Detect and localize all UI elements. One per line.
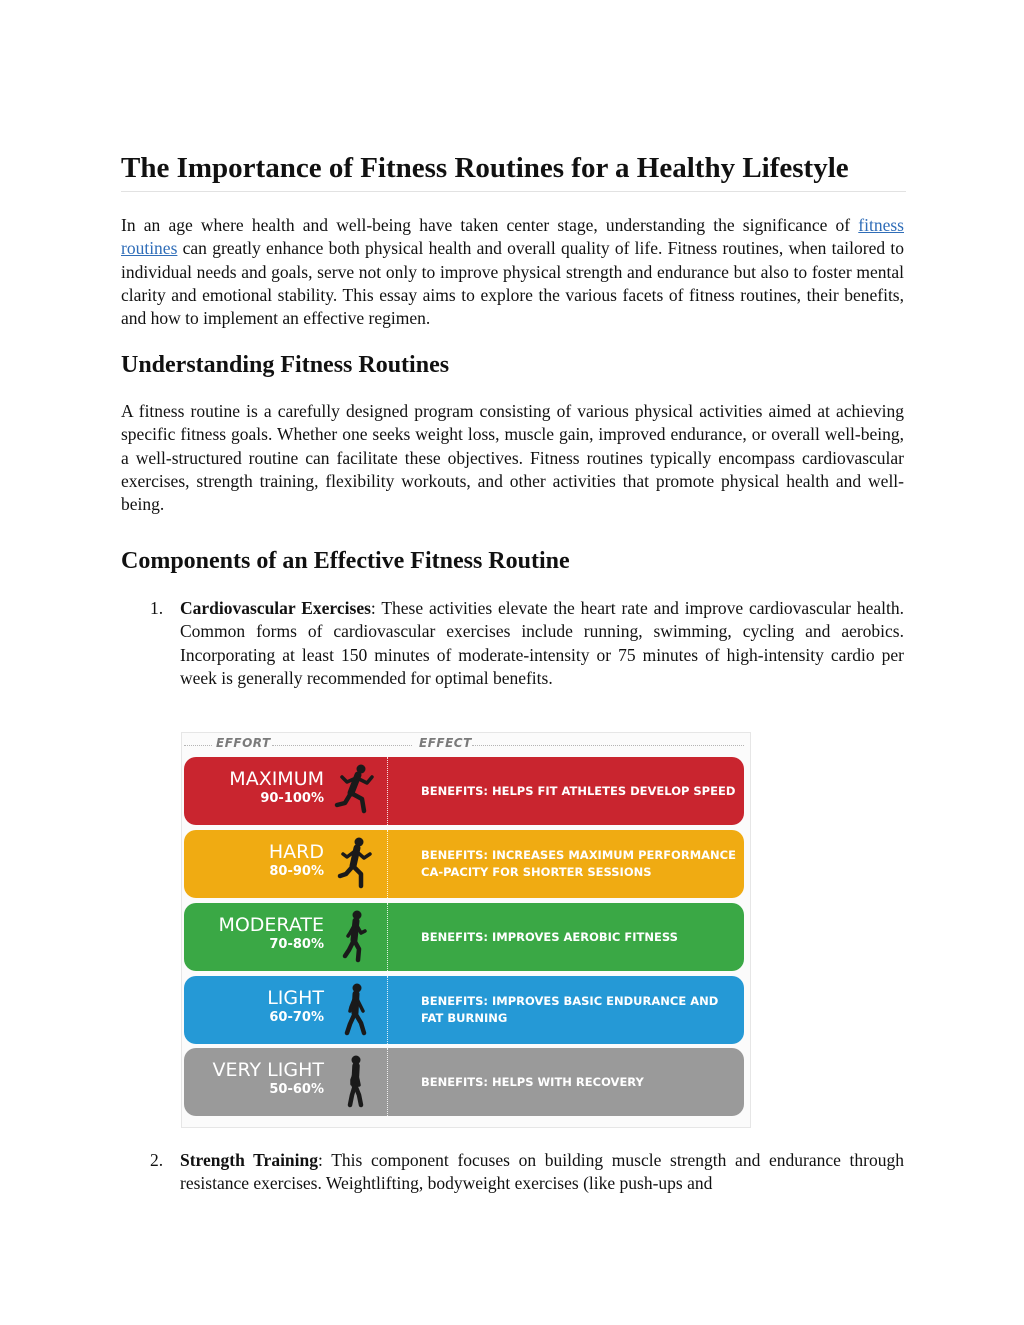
runner-sprint-icon bbox=[334, 763, 378, 819]
list-number: 1. bbox=[150, 598, 164, 618]
zone-level: VERY LIGHT bbox=[212, 1059, 324, 1081]
zone-benefit: BENEFITS: IMPROVES BASIC ENDURANCE AND FAT BURNING bbox=[421, 994, 719, 1025]
zone-band-very-light bbox=[184, 1048, 744, 1116]
band-divider bbox=[387, 1048, 388, 1116]
zone-benefit: BENEFITS: INCREASES MAXIMUM PERFORMANCE CA-PACITY FOR SHORTER SESSIONS bbox=[421, 848, 736, 879]
list-item-term: Strength Training bbox=[180, 1150, 319, 1170]
zone-level: MODERATE bbox=[218, 914, 324, 936]
band-divider bbox=[387, 976, 388, 1044]
zone-range: 80-90% bbox=[269, 864, 324, 879]
effort-header: EFFORT bbox=[216, 736, 271, 750]
band-divider bbox=[387, 903, 388, 971]
intro-paragraph bbox=[121, 214, 904, 330]
heart-rate-zones-infographic bbox=[181, 732, 751, 1128]
zone-band-moderate bbox=[184, 903, 744, 971]
zone-level: HARD bbox=[268, 841, 324, 863]
list-item-text: : This component focuses on building muscle strength and endurance through resistance exercises. Weightlifting, bodyweight exercises (like push-ups and bbox=[180, 1150, 904, 1194]
walker-brisk-icon bbox=[334, 982, 378, 1038]
list-item-text: : These activities elevate the heart rate and improve cardiovascular health. Common forms of cardiovascular exercises include running, swimming, cycling and aerobics. Incorporating at least 150 minutes of moderate-intensity or 75 minutes of high-intensity cardio per week is generally recommended for optimal benefits. bbox=[180, 598, 904, 688]
list-number: 2. bbox=[150, 1150, 164, 1170]
header-dotted-line bbox=[472, 745, 744, 746]
zone-range: 50-60% bbox=[269, 1082, 324, 1097]
intro-text-end: can greatly enhance both physical health and overall quality of life. Fitness routines, when tailored to individual needs and goals, serve not only to improve physical strength and endurance but also to foster mental clarity and emotional stability. This essay aims to explore the various facets of fitness routines, their benefits, and how to implement an effective regimen. bbox=[121, 238, 904, 329]
fitness-routines-link[interactable]: fitness routines bbox=[121, 215, 904, 259]
understanding-text: A fitness routine is a carefully designed program consisting of various physical activities aimed at achieving specific fitness goals. Whether one seeks weight loss, muscle gain, improved endurance, or overall well-being, a well-structured routine can facilitate these objectives. Fitness routines typically encompass cardiovascular exercises, strength training, flexibility workouts, and other activities that promote physical health and well-being. bbox=[121, 401, 904, 515]
runner-jog-icon bbox=[334, 909, 378, 965]
effect-header: EFFECT bbox=[419, 736, 472, 750]
header-dotted-line bbox=[272, 745, 412, 746]
list-item bbox=[150, 1149, 904, 1196]
understanding-paragraph bbox=[121, 400, 904, 516]
zone-level: LIGHT bbox=[267, 987, 324, 1009]
zone-band-light bbox=[184, 976, 744, 1044]
zone-band-maximum bbox=[184, 757, 744, 825]
band-divider bbox=[387, 830, 388, 898]
section-heading-understanding: Understanding Fitness Routines bbox=[121, 352, 450, 378]
walker-slow-icon bbox=[334, 1054, 378, 1110]
intro-text-start: In an age where health and well-being have taken center stage, understanding the significance of bbox=[121, 215, 859, 235]
runner-fast-icon bbox=[334, 836, 378, 892]
section-heading-components: Components of an Effective Fitness Routine bbox=[121, 548, 570, 574]
band-divider bbox=[387, 757, 388, 825]
list-item-term: Cardiovascular Exercises bbox=[180, 598, 371, 618]
list-item bbox=[150, 597, 904, 690]
zone-band-hard bbox=[184, 830, 744, 898]
zone-benefit: BENEFITS: HELPS FIT ATHLETES DEVELOP SPEED bbox=[421, 783, 736, 798]
zone-benefit: BENEFITS: IMPROVES AEROBIC FITNESS bbox=[421, 929, 678, 944]
page-title: The Importance of Fitness Routines for a Healthy Lifestyle bbox=[121, 150, 906, 192]
zone-range: 70-80% bbox=[269, 937, 324, 952]
zone-level: MAXIMUM bbox=[229, 768, 324, 790]
zone-benefit: BENEFITS: HELPS WITH RECOVERY bbox=[421, 1074, 644, 1089]
zone-range: 60-70% bbox=[269, 1010, 324, 1025]
zone-range: 90-100% bbox=[260, 791, 324, 806]
header-dotted-line bbox=[184, 745, 212, 746]
